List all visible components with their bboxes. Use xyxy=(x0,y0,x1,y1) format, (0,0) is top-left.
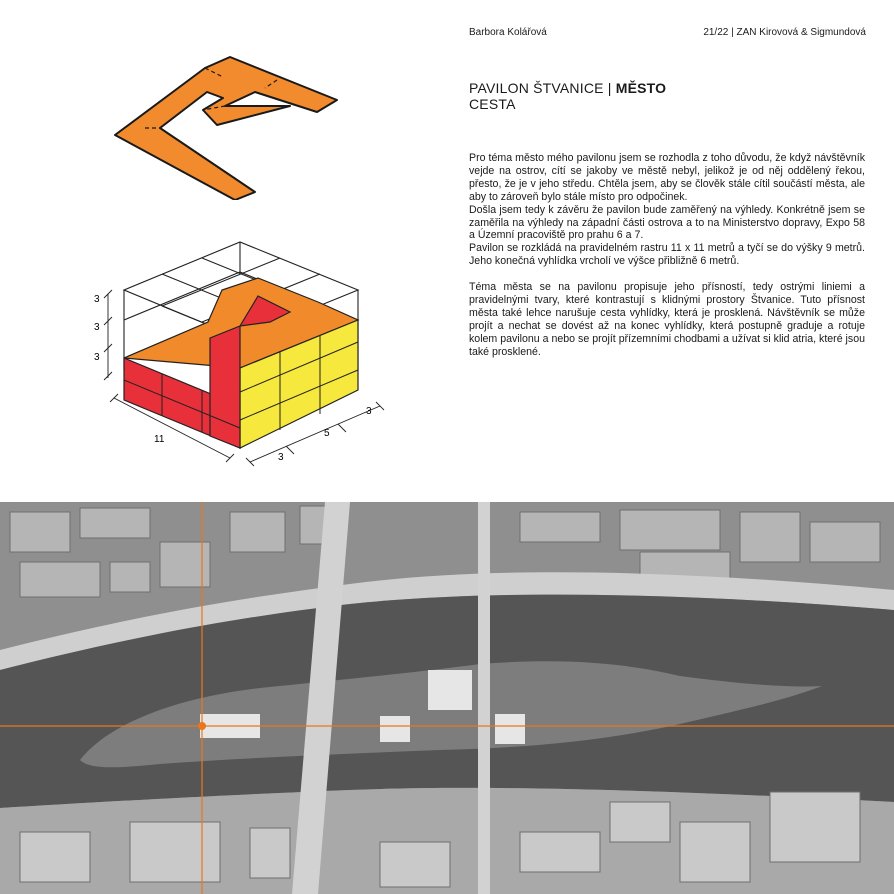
dim-height-1: 3 xyxy=(94,294,100,305)
dim-depth-2: 5 xyxy=(324,428,330,439)
pavilion-axonometry xyxy=(80,230,400,480)
page-title xyxy=(469,80,666,112)
path-sketch xyxy=(105,40,345,200)
title-theme: MĚSTO xyxy=(615,80,667,96)
description-text xyxy=(469,152,865,359)
dim-depth-3: 3 xyxy=(278,452,284,463)
title-subtitle: CESTA xyxy=(469,96,516,112)
dim-height-3: 3 xyxy=(94,352,100,363)
title-prefix: PAVILON ŠTVANICE | xyxy=(469,80,616,96)
author-name: Barbora Kolářová xyxy=(469,27,547,38)
dim-height-2: 3 xyxy=(94,322,100,333)
aerial-map xyxy=(0,502,894,894)
paragraph: Došla jsem tedy k závěru že pavilon bude zaměřený na výhledy. Konkrétně jsem se zaměřila na výhledy na západní části ostrova a to na Ministerstvo dopravy, Expo 58 a Územní pracoviště pro prahu 6 a 7. xyxy=(469,203,865,242)
course-label: 21/22 | ZAN Kirovová & Sigmundová xyxy=(703,27,866,38)
paragraph: Pavilon se rozkládá na pravidelném rastru 11 x 11 metrů a tyčí se do výšky 9 metrů. Jeho konečná vyhlídka vrcholí ve výšce přibližně 6 metrů. xyxy=(469,242,865,268)
paragraph: Pro téma město mého pavilonu jsem se rozhodla z toho důvodu, že když návštěvník vejde na ostrov, cítí se jakoby ve městě nebyl, jelikož je od něj oddělený řekou, přesto, že je v jeho středu. Chtěla jsem, aby se člověk stále cítil součástí města, ale aby to zároveň bylo stále místo pro odpočinek. xyxy=(469,152,865,203)
dim-depth-1: 3 xyxy=(366,406,372,417)
dim-width: 11 xyxy=(154,434,165,445)
paragraph: Téma města se na pavilonu propisuje jeho přísností, tedy ostrými liniemi a pravidelnými tvary, které kontrastují s klidnými prostory Štvanice. Tuto přísnost města také lehce narušuje cesta vyhlídky, která je prosklená. Návštěvník se může projít a nechat se dovést až na konec vyhlídky, která postupně graduje a rotuje kolem pavilonu a nebo se projít přízemními chodbami a užívat si klid atria, které jsou také prosklené. xyxy=(469,281,865,358)
